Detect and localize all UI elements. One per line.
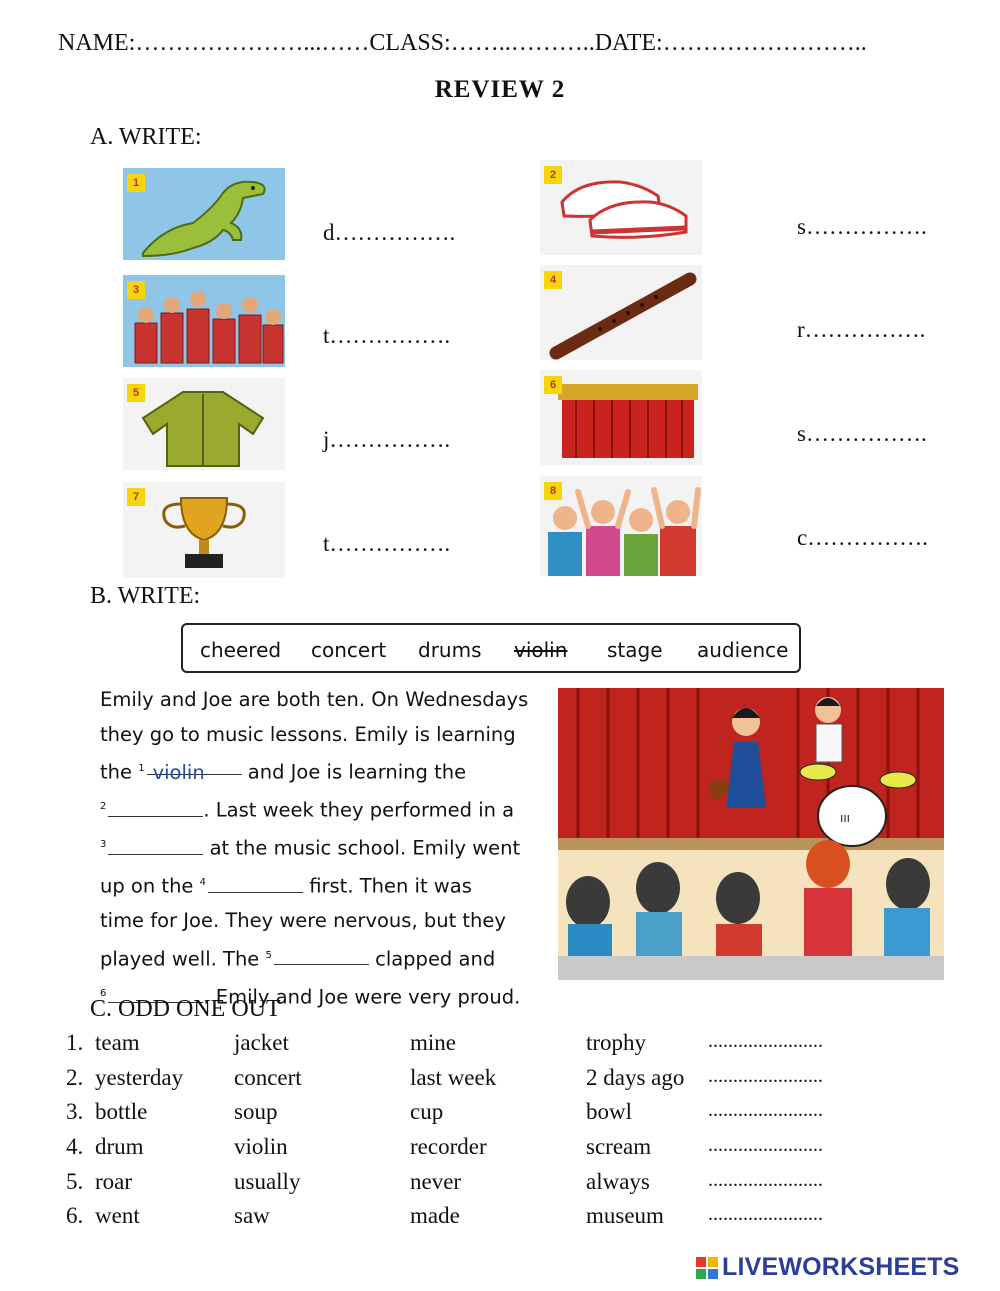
word-stage: stage xyxy=(607,638,663,662)
gap-3[interactable] xyxy=(108,836,203,855)
word-option: never xyxy=(410,1169,462,1194)
item-number: 8 xyxy=(544,482,562,500)
page-title: REVIEW 2 xyxy=(434,76,566,103)
gap-2[interactable] xyxy=(108,798,203,817)
answer-blank-6[interactable]: s……………. xyxy=(797,421,927,446)
answer-blank[interactable]: ....................... xyxy=(708,1169,823,1191)
answer-blank-5[interactable]: j……………. xyxy=(323,427,451,452)
gap-number: 1 xyxy=(138,763,145,774)
concert-scene-icon xyxy=(558,688,944,980)
word-concert: concert xyxy=(311,638,387,662)
picture-trophy xyxy=(123,482,285,578)
gap-number: 2 xyxy=(100,801,107,812)
picture-sneakers xyxy=(540,160,702,255)
gap-number: 6 xyxy=(100,987,107,999)
row-number: 4. xyxy=(66,1134,84,1159)
word-option: roar xyxy=(95,1169,133,1194)
word-option: drum xyxy=(95,1134,144,1159)
story-line xyxy=(100,939,540,977)
gap-number: 5 xyxy=(265,949,272,961)
gap-4[interactable] xyxy=(208,874,303,893)
row-number: 6. xyxy=(66,1203,84,1228)
gap-5[interactable] xyxy=(274,946,369,965)
word-drums: drums xyxy=(418,638,482,662)
word-option: scream xyxy=(586,1134,652,1159)
story-line xyxy=(100,866,540,904)
liveworksheets-logo[interactable] xyxy=(696,1253,960,1282)
story-line xyxy=(100,828,540,866)
item-number: 7 xyxy=(127,488,145,506)
story-text-part: . Emily and Joe were very proud. xyxy=(203,985,521,1008)
story-text xyxy=(100,683,540,1015)
story-line: time for Joe. They were nervous, but they xyxy=(100,909,506,932)
gap-number: 3 xyxy=(100,839,107,850)
stage-icon xyxy=(540,370,702,465)
answer-blank-2[interactable]: s……………. xyxy=(797,214,927,239)
story-line: they go to music lessons. Emily is learning xyxy=(100,722,516,746)
word-option: team xyxy=(95,1030,140,1055)
word-option: violin xyxy=(234,1134,288,1159)
word-box xyxy=(181,623,801,673)
answer-blank-4[interactable]: r……………. xyxy=(797,317,926,342)
student-info-line: NAME:…………………...……CLASS:……..………..DATE:…………………….. xyxy=(58,30,867,56)
word-option: made xyxy=(410,1203,460,1228)
word-option: jacket xyxy=(234,1030,289,1055)
word-option: 2 days ago xyxy=(586,1065,685,1090)
word-option: last week xyxy=(410,1065,497,1090)
word-option: recorder xyxy=(410,1134,487,1159)
item-number: 4 xyxy=(544,271,562,289)
story-text-part: clapped and xyxy=(375,947,496,970)
story-text-part: the xyxy=(100,760,133,784)
item-number: 2 xyxy=(544,166,562,184)
word-option: bowl xyxy=(586,1099,632,1124)
answer-blank[interactable]: ....................... xyxy=(708,1030,823,1052)
dinosaur-icon xyxy=(123,168,285,260)
answer-blank-7[interactable]: t……………. xyxy=(323,531,451,556)
section-a-heading: A. WRITE: xyxy=(90,124,202,150)
picture-team xyxy=(123,275,285,367)
answer-blank[interactable]: ....................... xyxy=(708,1065,823,1087)
answer-blank[interactable]: ....................... xyxy=(708,1203,823,1225)
story-text-part: up on the xyxy=(100,874,194,898)
word-option: always xyxy=(586,1169,650,1194)
story-text-part: at the music school. Emily went xyxy=(209,836,521,860)
story-text-part: and Joe is learning the xyxy=(247,760,467,784)
answer-blank[interactable]: ....................... xyxy=(708,1134,823,1156)
story-line xyxy=(100,790,540,828)
section-c-heading: C. ODD ONE OUT xyxy=(90,996,281,1022)
trophy-icon xyxy=(123,482,285,578)
row-number: 1. xyxy=(66,1030,84,1055)
word-option: museum xyxy=(586,1203,664,1228)
picture-jacket xyxy=(123,378,285,470)
word-option: mine xyxy=(410,1030,456,1055)
concert-illustration xyxy=(558,688,944,980)
picture-stage xyxy=(540,370,702,465)
word-option: yesterday xyxy=(95,1065,184,1090)
word-option: usually xyxy=(234,1169,301,1194)
word-option: cup xyxy=(410,1099,444,1124)
picture-dinosaur xyxy=(123,168,285,260)
row-number: 5. xyxy=(66,1169,84,1194)
story-text-part: played well. The xyxy=(100,947,260,970)
word-option: trophy xyxy=(586,1030,647,1055)
answer-blank-8[interactable]: c……………. xyxy=(797,525,928,550)
row-number: 3. xyxy=(66,1099,84,1124)
picture-recorder xyxy=(540,265,702,360)
item-number: 3 xyxy=(127,281,145,299)
sneakers-icon xyxy=(540,160,702,255)
item-number: 1 xyxy=(127,174,145,192)
row-number: 2. xyxy=(66,1065,84,1090)
basketball-team-icon xyxy=(123,275,285,367)
story-line: Emily and Joe are both ten. On Wednesdays xyxy=(100,688,529,711)
word-option: soup xyxy=(234,1099,278,1124)
drum-label: ııı xyxy=(840,811,851,825)
item-number: 6 xyxy=(544,376,562,394)
logo-grid-icon xyxy=(696,1257,718,1279)
cheering-crowd-icon xyxy=(540,476,702,576)
jacket-icon xyxy=(123,378,285,470)
word-option: went xyxy=(95,1203,140,1228)
gap-number: 4 xyxy=(199,877,207,888)
picture-crowd xyxy=(540,476,702,576)
story-text-part: . Last week they performed in a xyxy=(203,798,515,822)
answer-blank-3[interactable]: t……………. xyxy=(323,323,451,348)
word-option: concert xyxy=(234,1065,302,1090)
word-audience: audience xyxy=(697,638,789,662)
logo-text: LIVEWORKSHEETS xyxy=(722,1253,960,1281)
item-number: 5 xyxy=(127,384,145,402)
answer-blank-1[interactable]: d……………. xyxy=(323,220,456,245)
story-text-part: first. Then it was xyxy=(309,874,472,898)
word-violin-crossed: violin xyxy=(514,638,568,662)
recorder-icon xyxy=(540,265,702,360)
word-cheered: cheered xyxy=(200,638,282,662)
answer-blank[interactable]: ....................... xyxy=(708,1099,823,1121)
section-b-heading: B. WRITE: xyxy=(90,583,201,609)
word-option: saw xyxy=(234,1203,270,1228)
story-line xyxy=(100,752,540,790)
gap-1-answer[interactable]: violin xyxy=(147,756,242,775)
word-option: bottle xyxy=(95,1099,148,1124)
